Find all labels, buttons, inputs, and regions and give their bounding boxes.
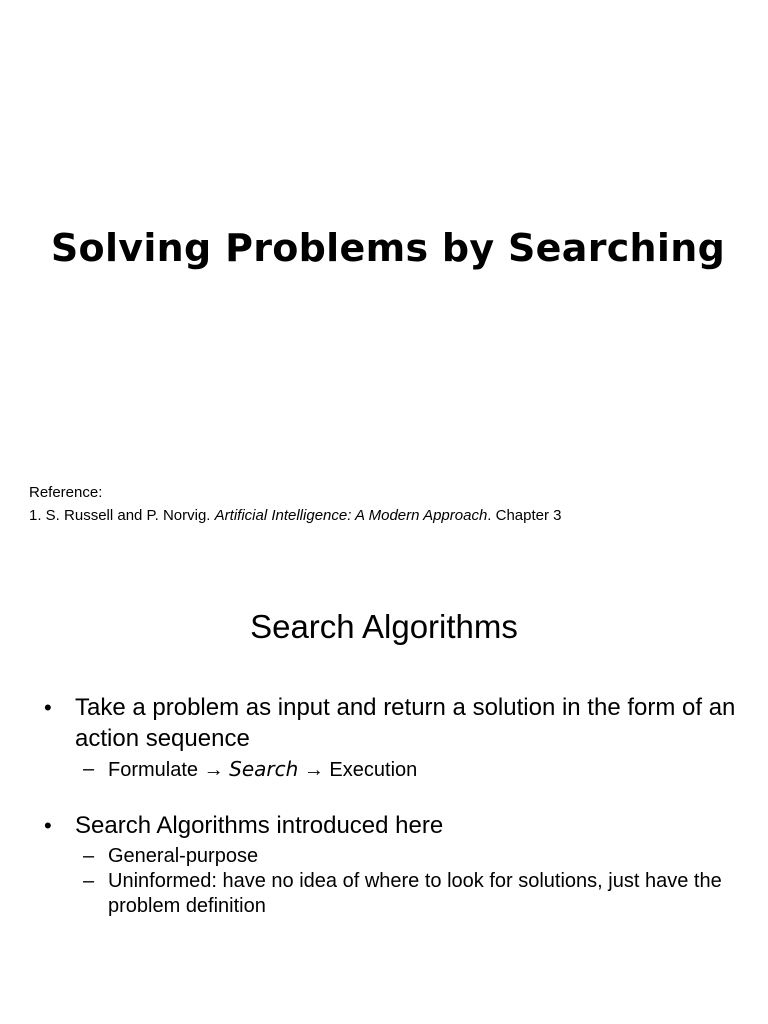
bullet-marker: • bbox=[44, 813, 52, 838]
sub-text: General-purpose bbox=[108, 845, 259, 867]
bullet-list bbox=[44, 692, 744, 919]
sub-item bbox=[75, 869, 744, 919]
bullet-item bbox=[44, 692, 744, 783]
sub-text-after: → Execution bbox=[298, 759, 418, 781]
bullet-marker: • bbox=[44, 695, 52, 720]
slide-title: Solving Problems by Searching bbox=[50, 226, 726, 270]
bullet-text: Search Algorithms introduced here bbox=[75, 812, 444, 839]
sub-list bbox=[75, 844, 744, 919]
bullet-text: Take a problem as input and return a solution in the form of an action sequence bbox=[75, 694, 736, 752]
dash-marker: – bbox=[83, 870, 95, 892]
section-title: Search Algorithms bbox=[250, 608, 518, 645]
sub-text-search: Search bbox=[229, 757, 299, 781]
bullet-item bbox=[44, 810, 744, 919]
reference-block bbox=[29, 484, 589, 525]
sub-text: Uninformed: have no idea of where to look for solutions, just have the problem definition bbox=[108, 870, 722, 917]
sub-text-before: Formulate → bbox=[108, 759, 230, 781]
citation-chapter: . Chapter 3 bbox=[487, 507, 562, 524]
citation-authors: 1. S. Russell and P. Norvig. bbox=[29, 507, 215, 524]
sub-item bbox=[75, 757, 744, 783]
dash-marker: – bbox=[83, 758, 95, 780]
sub-list bbox=[75, 757, 744, 783]
sub-item bbox=[75, 844, 744, 869]
reference-label: Reference: bbox=[29, 484, 103, 501]
dash-marker: – bbox=[83, 845, 95, 867]
reference-citation bbox=[29, 507, 589, 525]
citation-book-title: Artificial Intelligence: A Modern Approach bbox=[214, 507, 488, 524]
